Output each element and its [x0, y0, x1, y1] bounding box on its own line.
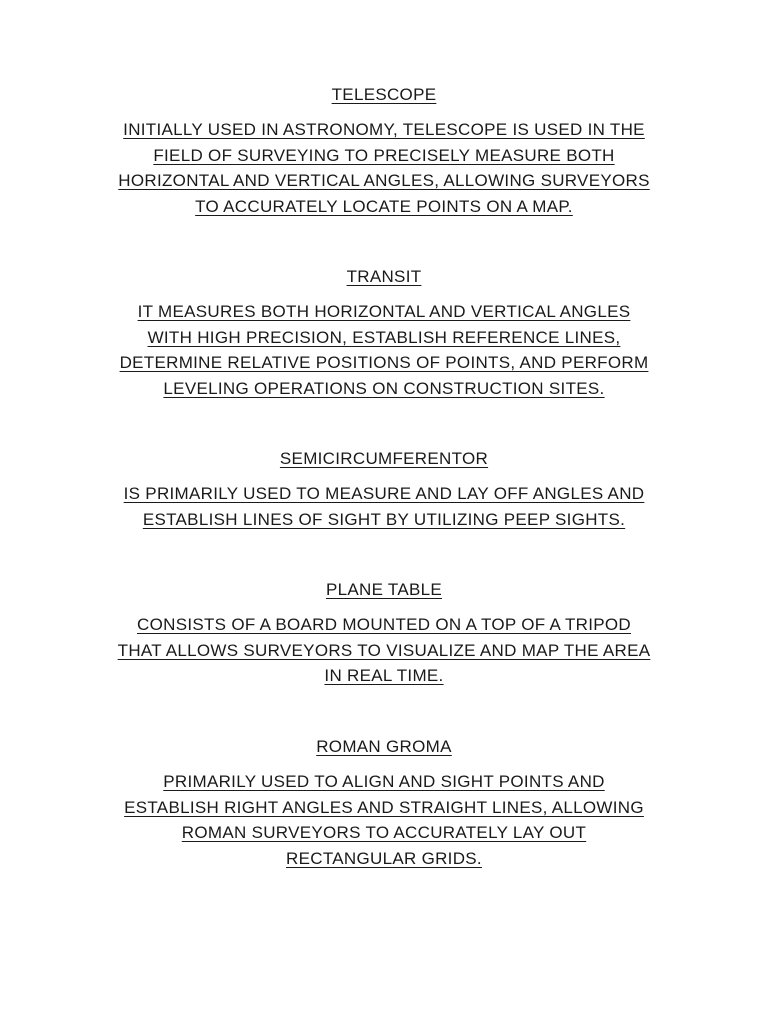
description-line: IT MEASURES BOTH HORIZONTAL AND VERTICAL ANGLES [137, 302, 631, 321]
section-heading: ROMAN GROMA [316, 737, 452, 756]
description-line: ESTABLISH LINES OF SIGHT BY UTILIZING PEEP SIGHTS. [142, 509, 626, 529]
section-description [84, 117, 684, 219]
section-plane-table [84, 578, 684, 689]
description-line: ROMAN SURVEYORS TO ACCURATELY LAY OUT [181, 823, 587, 842]
section-description [84, 612, 684, 689]
section-heading: SEMICIRCUMFERENTOR [279, 449, 489, 468]
section-description [84, 299, 684, 401]
description-line: TO ACCURATELY LOCATE POINTS ON A MAP. [195, 196, 573, 216]
description-line: WITH HIGH PRECISION, ESTABLISH REFERENCE LINES, [147, 327, 621, 347]
section-heading: TELESCOPE [331, 85, 437, 104]
section-description [84, 481, 684, 532]
section-description [84, 769, 684, 871]
section-heading: TRANSIT [346, 267, 422, 286]
description-line: ESTABLISH RIGHT ANGLES AND STRAIGHT LINES, ALLOWING [124, 797, 644, 817]
description-line: DETERMINE RELATIVE POSITIONS OF POINTS, AND PERFORM [119, 353, 649, 372]
description-line: INITIALLY USED IN ASTRONOMY, TELESCOPE IS USED IN THE [123, 120, 645, 139]
description-line: FIELD OF SURVEYING TO PRECISELY MEASURE BOTH [153, 145, 615, 165]
description-line: RECTANGULAR GRIDS. [286, 848, 482, 868]
description-line: LEVELING OPERATIONS ON CONSTRUCTION SITES. [163, 378, 605, 398]
description-line: THAT ALLOWS SURVEYORS TO VISUALIZE AND MAP THE AREA [117, 640, 651, 660]
description-line: PRIMARILY USED TO ALIGN AND SIGHT POINTS AND [163, 772, 605, 791]
section-semicircumferentor [84, 447, 684, 532]
description-line: CONSISTS OF A BOARD MOUNTED ON A TOP OF A TRIPOD [137, 615, 631, 634]
description-line: IS PRIMARILY USED TO MEASURE AND LAY OFF ANGLES AND [123, 484, 645, 503]
description-line: HORIZONTAL AND VERTICAL ANGLES, ALLOWING SURVEYORS [118, 171, 650, 190]
section-roman-groma [84, 735, 684, 871]
section-heading: PLANE TABLE [325, 580, 443, 599]
section-transit [84, 265, 684, 401]
section-telescope [84, 83, 684, 219]
description-line: IN REAL TIME. [324, 666, 444, 685]
